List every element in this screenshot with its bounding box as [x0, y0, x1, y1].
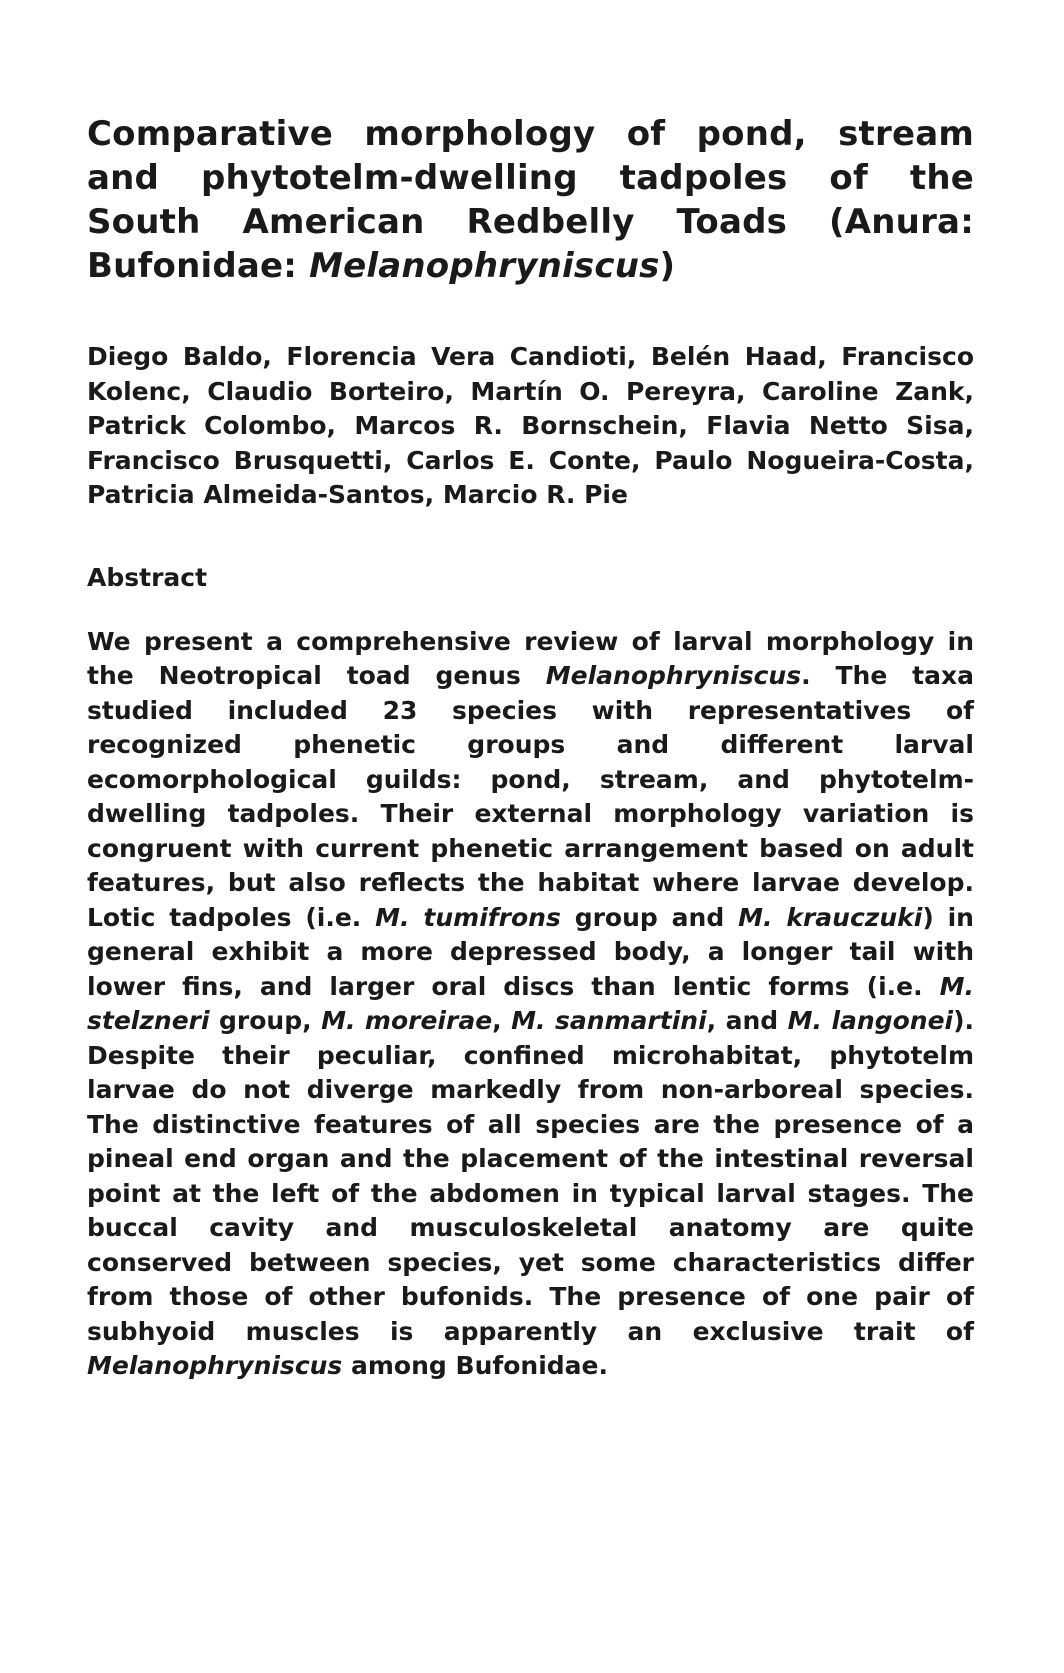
abstract-taxon: M. moreirae — [321, 1006, 493, 1035]
title-end: ) — [659, 246, 676, 286]
title-text: Comparative morphology of pond, stream and phytotelm-dwelling tadpoles of the South American Redbelly Toads (Anura: Bufonidae: — [87, 114, 974, 286]
abstract-seg: group and — [560, 902, 739, 932]
abstract-seg: . The taxa studied included 23 species with representatives of recognized phenetic groups and different larval ecomorphological guilds: pond, stream, and phytotelm-dwelling tadpoles. Their external morphology variation is congruent with current phenetic arrangement based on adult features, but also reflects the habitat where larvae develop. Lotic tadpoles (i.e. — [87, 661, 974, 932]
abstract-seg: , and — [706, 1006, 788, 1035]
abstract-seg: , — [492, 1006, 512, 1035]
abstract-taxon: M. sanmartini — [511, 1006, 707, 1035]
paper-page — [87, 112, 974, 1384]
abstract-taxon: M. tumifrons — [375, 902, 561, 932]
abstract-taxon: Melanophryniscus — [545, 661, 802, 690]
abstract-seg: group, — [209, 1006, 322, 1035]
abstract-seg: ). Despite their peculiar, confined microhabitat, phytotelm larvae do not diverge markedly from non-arboreal species. The distinctive features of all species are the presence of a pineal end organ and the placement of the intestinal reversal point at the left of the abdomen in typical larval stages. The buccal cavity and musculoskeletal anatomy are quite conserved between species, yet some characteristics differ from those of other bufonids. The presence of one pair of subhyoid muscles is apparently an exclusive trait of — [87, 1006, 975, 1346]
paper-title — [87, 112, 974, 288]
abstract-text — [87, 625, 974, 1384]
author-list: Diego Baldo, Florencia Vera Candioti, Belén Haad, Francisco Kolenc, Claudio Borteiro, Martín O. Pereyra, Caroline Zank, Patrick Colombo, Marcos R. Bornschein, Flavia Netto Sisa, Francisco Brusquetti, Carlos E. Conte, Paulo Nogueira-Costa, Patricia Almeida-Santos, Marcio R. Pie — [87, 342, 974, 509]
abstract-taxon: M. stelzneri — [87, 971, 974, 1035]
abstract-heading: Abstract — [87, 562, 208, 592]
abstract-seg: We present a comprehensive review of larval morphology in the Neotropical toad genus — [87, 626, 974, 690]
abstract-taxon: M. langonei — [787, 1006, 954, 1035]
abstract-taxon: Melanophryniscus — [87, 1351, 343, 1380]
title-genus: Melanophryniscus — [309, 246, 660, 286]
abstract-taxon: M. krauczuki — [738, 902, 923, 932]
abstract-seg: among Bufonidae. — [342, 1351, 608, 1380]
abstract-seg: ) in general exhibit a more depressed body, a longer tail with lower fins, and larger oral discs than lentic forms (i.e. — [87, 902, 974, 1001]
